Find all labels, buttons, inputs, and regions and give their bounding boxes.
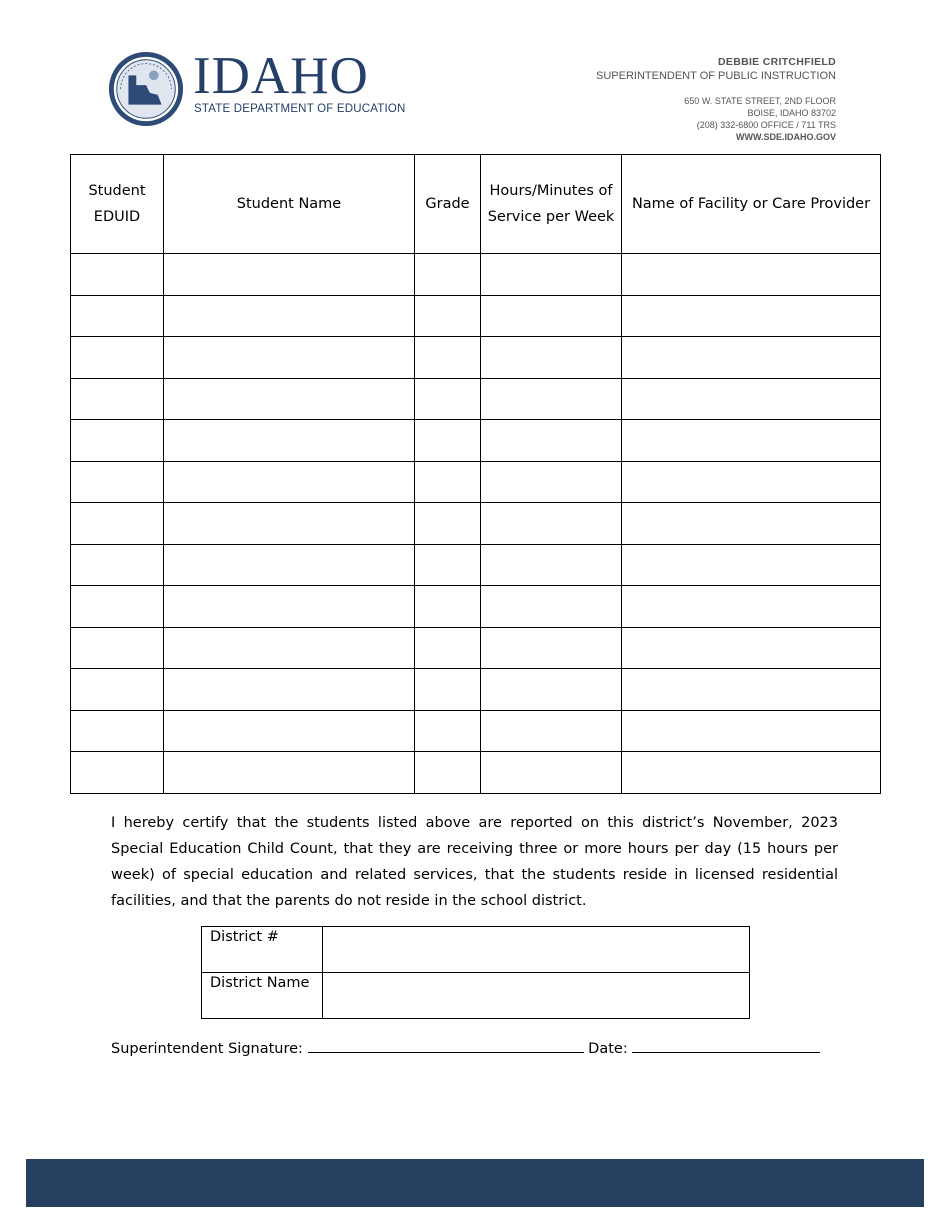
table-cell[interactable] bbox=[164, 295, 415, 337]
table-row bbox=[71, 669, 881, 711]
table-cell[interactable] bbox=[481, 627, 622, 669]
district-number-field[interactable] bbox=[323, 927, 750, 973]
table-row bbox=[71, 337, 881, 379]
table-cell[interactable] bbox=[622, 337, 881, 379]
table-cell[interactable] bbox=[481, 461, 622, 503]
table-cell[interactable] bbox=[481, 544, 622, 586]
table-cell[interactable] bbox=[481, 586, 622, 628]
table-header-row bbox=[71, 155, 881, 254]
table-cell[interactable] bbox=[415, 627, 481, 669]
date-field[interactable] bbox=[632, 1037, 820, 1053]
table-cell[interactable] bbox=[71, 586, 164, 628]
logo-subtitle: STATE DEPARTMENT OF EDUCATION bbox=[194, 103, 406, 115]
table-row bbox=[71, 710, 881, 752]
table-cell[interactable] bbox=[622, 420, 881, 462]
table-cell[interactable] bbox=[164, 503, 415, 545]
official-name: DEBBIE CRITCHFIELD bbox=[718, 56, 836, 68]
table-cell[interactable] bbox=[415, 461, 481, 503]
table-row bbox=[71, 295, 881, 337]
table-cell[interactable] bbox=[415, 337, 481, 379]
table-cell[interactable] bbox=[71, 337, 164, 379]
signature-line bbox=[111, 1037, 820, 1060]
table-cell[interactable] bbox=[71, 378, 164, 420]
contact-block bbox=[596, 56, 836, 143]
address-block bbox=[596, 95, 836, 143]
header-student-eduid: Student EDUID bbox=[71, 155, 164, 254]
address-line-1: 650 W. STATE STREET, 2ND FLOOR bbox=[684, 96, 836, 106]
state-seal-logo bbox=[107, 50, 185, 128]
table-cell[interactable] bbox=[622, 710, 881, 752]
district-name-label: District Name bbox=[202, 973, 323, 1019]
phone-number: (208) 332-6800 OFFICE / 711 TRS bbox=[696, 120, 836, 130]
table-cell[interactable] bbox=[481, 420, 622, 462]
table-cell[interactable] bbox=[415, 586, 481, 628]
table-row bbox=[71, 461, 881, 503]
table-cell[interactable] bbox=[622, 544, 881, 586]
table-cell[interactable] bbox=[164, 669, 415, 711]
table-cell[interactable] bbox=[164, 420, 415, 462]
table-cell[interactable] bbox=[415, 295, 481, 337]
official-title: SUPERINTENDENT OF PUBLIC INSTRUCTION bbox=[596, 70, 836, 82]
table-row bbox=[71, 378, 881, 420]
table-cell[interactable] bbox=[415, 669, 481, 711]
header-student-name: Student Name bbox=[164, 155, 415, 254]
header-facility-name: Name of Facility or Care Provider bbox=[622, 155, 881, 254]
table-cell[interactable] bbox=[164, 544, 415, 586]
table-cell[interactable] bbox=[481, 752, 622, 794]
table-cell[interactable] bbox=[622, 503, 881, 545]
table-cell[interactable] bbox=[71, 669, 164, 711]
table-row bbox=[71, 503, 881, 545]
table-cell[interactable] bbox=[481, 503, 622, 545]
signature-field[interactable] bbox=[308, 1037, 584, 1053]
table-cell[interactable] bbox=[622, 295, 881, 337]
header-hours-per-week: Hours/Minutes of Service per Week bbox=[481, 155, 622, 254]
table-row bbox=[71, 254, 881, 296]
table-cell[interactable] bbox=[164, 627, 415, 669]
table-cell[interactable] bbox=[71, 710, 164, 752]
website: WWW.SDE.IDAHO.GOV bbox=[736, 132, 836, 142]
table-cell[interactable] bbox=[481, 710, 622, 752]
table-cell[interactable] bbox=[71, 254, 164, 296]
table-cell[interactable] bbox=[164, 586, 415, 628]
table-row bbox=[71, 752, 881, 794]
certification-statement: I hereby certify that the students listed above are reported on this district’s November, 2023 Special Education Child Count, that they are receiving three or more hours per day (15 hours per week) of special education and related services, that the students reside in licensed residential facilities, and that the parents do not reside in the school district. bbox=[111, 815, 838, 909]
district-name-row bbox=[202, 973, 750, 1019]
table-cell[interactable] bbox=[71, 295, 164, 337]
student-table bbox=[70, 154, 881, 794]
table-cell[interactable] bbox=[415, 503, 481, 545]
table-cell[interactable] bbox=[622, 627, 881, 669]
table-cell[interactable] bbox=[415, 420, 481, 462]
table-cell[interactable] bbox=[622, 669, 881, 711]
table-cell[interactable] bbox=[622, 752, 881, 794]
address-line-2: BOISE, IDAHO 83702 bbox=[747, 108, 836, 118]
table-cell[interactable] bbox=[622, 378, 881, 420]
table-cell[interactable] bbox=[481, 254, 622, 296]
table-cell[interactable] bbox=[164, 461, 415, 503]
table-row bbox=[71, 627, 881, 669]
table-cell[interactable] bbox=[415, 752, 481, 794]
district-name-field[interactable] bbox=[323, 973, 750, 1019]
signature-label: Superintendent Signature: bbox=[111, 1041, 303, 1057]
table-cell[interactable] bbox=[622, 461, 881, 503]
table-cell[interactable] bbox=[415, 544, 481, 586]
table-cell[interactable] bbox=[71, 627, 164, 669]
table-row bbox=[71, 420, 881, 462]
table-cell[interactable] bbox=[622, 254, 881, 296]
table-cell[interactable] bbox=[622, 586, 881, 628]
logo-title: IDAHO bbox=[193, 47, 369, 105]
table-cell[interactable] bbox=[164, 254, 415, 296]
table-cell[interactable] bbox=[481, 378, 622, 420]
footer-band bbox=[26, 1159, 924, 1207]
table-cell[interactable] bbox=[164, 710, 415, 752]
table-cell[interactable] bbox=[71, 544, 164, 586]
table-cell[interactable] bbox=[481, 669, 622, 711]
table-cell[interactable] bbox=[71, 461, 164, 503]
table-cell[interactable] bbox=[71, 503, 164, 545]
district-number-label: District # bbox=[202, 927, 323, 973]
table-cell[interactable] bbox=[71, 420, 164, 462]
table-cell[interactable] bbox=[164, 752, 415, 794]
table-cell[interactable] bbox=[415, 254, 481, 296]
table-cell[interactable] bbox=[164, 337, 415, 379]
table-row bbox=[71, 586, 881, 628]
district-number-row bbox=[202, 927, 750, 973]
date-label: Date: bbox=[588, 1041, 628, 1057]
table-cell[interactable] bbox=[164, 378, 415, 420]
table-cell[interactable] bbox=[415, 710, 481, 752]
district-table bbox=[201, 926, 750, 1019]
table-cell[interactable] bbox=[415, 378, 481, 420]
header-grade: Grade bbox=[415, 155, 481, 254]
table-cell[interactable] bbox=[481, 337, 622, 379]
table-cell[interactable] bbox=[71, 752, 164, 794]
table-cell[interactable] bbox=[481, 295, 622, 337]
table-row bbox=[71, 544, 881, 586]
